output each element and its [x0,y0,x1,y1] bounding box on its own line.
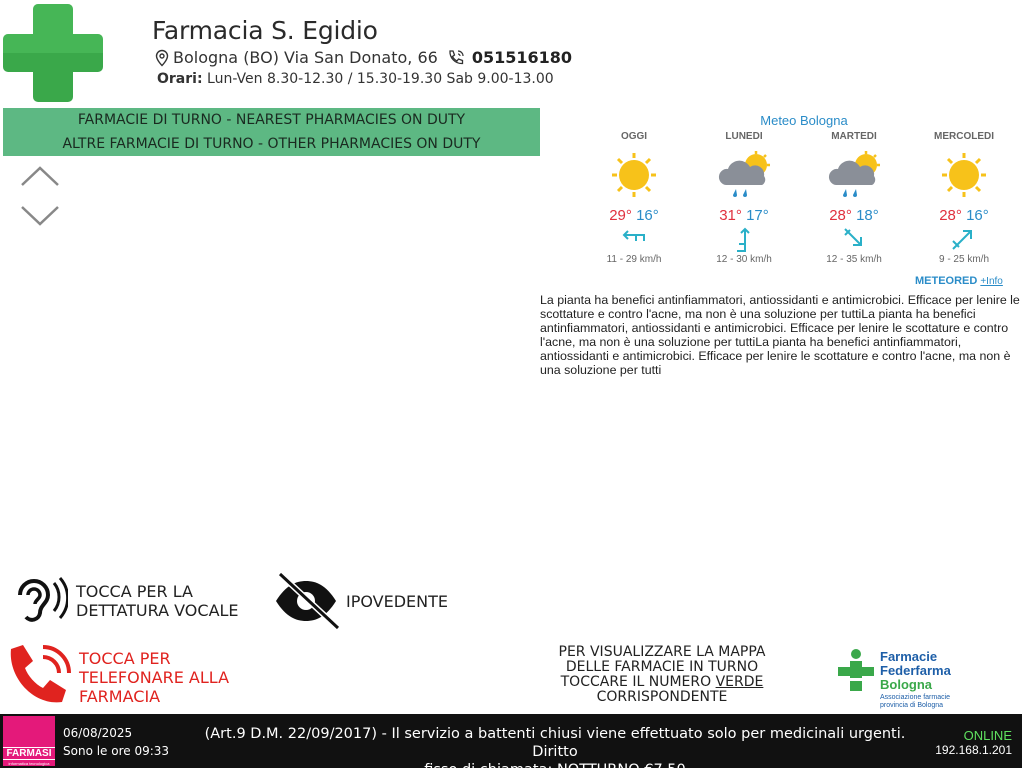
weather-day [584,131,684,265]
temp-max: 31° [719,207,742,224]
wind-north-icon [729,225,759,253]
voice-line-1: TOCCA PER LA [76,582,193,601]
more-info-link[interactable]: +Info [980,276,1003,287]
sun-icon [609,151,659,199]
wind-southeast-icon [839,225,869,253]
on-duty-panel [3,108,540,156]
current-time: Sono le ore 09:33 [63,744,170,758]
product-description: La pianta ha benefici antinfiammatori, antiossidanti e antimicrobici. Efficace per lenire le scottature e contro l'acne, ma non è una soluzione per tuttiLa pianta ha benefici antinfiammatori, antiossidanti e antimicrobici. Efficace per lenire le scottature e contro l'acne, ma non è una soluzione per tuttiLa pianta ha benefici antinfiammatori, antiossidanti e antimicrobici. Efficace per lenire le scottature e contro l'acne, ma non è una soluzione per tutti [540,293,1020,377]
weather-title[interactable]: Meteo Bologna [760,113,848,128]
federfarma-logo [836,648,976,712]
hours-label: Orari: [157,71,203,87]
farmasi-logo [3,716,55,766]
cloud-rain-sun-icon [714,151,774,203]
wind-speed: 12 - 30 km/h [716,254,772,265]
hours-text: Lun-Ven 8.30-12.30 / 15.30-19.30 Sab 9.00-13.00 [207,71,554,87]
temperature-row [914,207,1014,224]
meteored-logo[interactable]: METEORED [915,275,978,287]
call-pharmacy-button[interactable] [5,641,245,713]
map-note-line-3 [543,675,781,690]
hearing-ear-icon [10,573,68,629]
federfarma-line-3: Bologna [880,677,932,692]
pharmacy-cross-logo [3,4,103,102]
wind-speed: 12 - 35 km/h [826,254,882,265]
pharmacy-name: Farmacia S. Egidio [152,16,378,45]
day-name: MARTEDI [831,131,877,142]
map-note-line-3-text: TOCCARE IL NUMERO [560,674,716,690]
sun-icon [939,151,989,199]
federfarma-line-1: Farmacie [880,649,938,664]
low-vision-button[interactable] [272,572,462,630]
voice-line-2: DETTATURA VOCALE [76,601,239,620]
day-name: OGGI [620,131,648,142]
wind-speed: 9 - 25 km/h [938,254,990,265]
map-instructions [543,645,781,705]
phone-number[interactable]: 051516180 [471,48,573,67]
temp-max: 29° [609,207,632,224]
day-name: MERCOLEDI [934,131,994,142]
wind-speed: 11 - 29 km/h [606,254,662,265]
service-notice [180,725,930,779]
farmasi-brand: FARMASI [3,747,55,760]
weather-day [694,131,794,265]
temperature-row [804,207,904,224]
footer-bar [0,714,1022,778]
notice-line-2: fisso di chiamata: NOTTURNO €7,50 [424,762,686,778]
ip-address: 192.168.1.201 [935,743,1012,757]
federfarma-line-2: Federfarma [880,663,951,678]
chevron-up-icon[interactable] [20,165,60,187]
temp-min: 16° [966,207,989,224]
federfarma-sub-1: Associazione farmacie [880,694,951,701]
connection-status: ONLINE [963,728,1012,743]
voice-dictation-button[interactable] [10,572,250,630]
map-note-line-2: DELLE FARMACIE IN TURNO [565,659,759,675]
map-note-green-word: VERDE [715,674,764,690]
map-note-line-4: CORRISPONDENTE [596,689,728,705]
notice-line-1: (Art.9 D.M. 22/09/2017) - Il servizio a battenti chiusi viene effettuato solo per medicinali urgenti. Diritto [204,726,906,760]
phone-call-icon [5,641,75,713]
nearest-pharmacies-link[interactable]: FARMACIE DI TURNO - NEAREST PHARMACIES ON DUTY [77,112,466,128]
day-name: LUNEDI [725,131,763,142]
other-pharmacies-link[interactable]: ALTRE FARMACIE DI TURNO - OTHER PHARMACIES ON DUTY [62,136,481,152]
weather-day [804,131,904,265]
location-pin-icon [153,49,171,67]
meteored-credit [915,275,1003,287]
temp-min: 17° [746,207,769,224]
low-vision-label: IPOVEDENTE [346,591,449,611]
opening-hours [157,71,554,87]
call-pharmacy-label [79,649,229,706]
temperature-row [694,207,794,224]
federfarma-sub-2: provincia di Bologna [880,702,944,709]
farmasi-subtitle: informatica tecnologica [8,761,50,766]
cloud-rain-sun-icon [824,151,884,203]
weather-day [914,131,1014,265]
temp-max: 28° [939,207,962,224]
federfarma-cross-icon [836,648,876,692]
voice-dictation-label [76,582,239,620]
map-note-line-1: PER VISUALIZZARE LA MAPPA [558,644,766,660]
pharmacy-address-row [153,48,572,67]
temp-min: 18° [856,207,879,224]
address-text: Bologna (BO) Via San Donato, 66 [173,48,438,67]
call-line-3: FARMACIA [79,686,161,706]
wind-northeast-icon [949,225,979,253]
temperature-row [584,207,684,224]
phone-icon [446,49,466,67]
call-line-1: TOCCA PER [79,648,171,668]
current-date: 06/08/2025 [63,726,133,740]
chevron-down-icon[interactable] [20,205,60,227]
eye-slash-icon [272,572,342,630]
call-line-2: TELEFONARE ALLA [79,667,230,687]
wind-west-icon [619,225,649,247]
temp-min: 16° [636,207,659,224]
temp-max: 28° [829,207,852,224]
